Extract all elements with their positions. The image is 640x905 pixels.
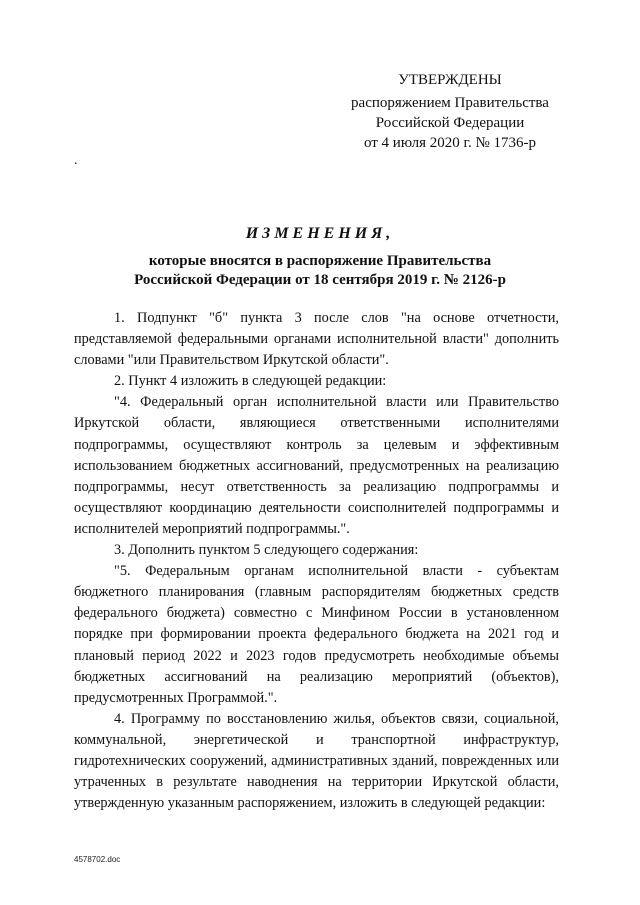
document-body (74, 308, 559, 814)
paragraph-2: 2. Пункт 4 изложить в следующей редакции: (114, 373, 387, 390)
paragraph-3: "4. Федеральный орган исполнительной власти или Правительство Иркутской области, являющиеся ответственными исполнителями подпрограммы, осуществляют контроль за целевым и эффективным использованием бюджетных ассигнований, предусмотренных на реализацию подпрограммы, несут ответственность за реализацию подпрограммы и осуществляют координацию деятельности соисполнителей подпрограммы и исполнителей мероприятий подпрограммы.". (74, 394, 559, 537)
document-subtitle (0, 252, 640, 290)
approval-line-3: от 4 июля 2020 г. № 1736-р (363, 135, 537, 151)
approval-block (345, 70, 555, 153)
subtitle-line-2: Российской Федерации от 18 сентября 2019 г. № 2126-р (134, 272, 506, 288)
paragraph-1: 1. Подпункт "б" пункта 3 после слов "на основе отчетности, представляемой федеральными органами исполнительной власти" дополнить словами "или Правительством Иркутской области". (74, 310, 559, 369)
stray-dot: . (74, 153, 78, 168)
approval-line-2: Российской Федерации (375, 115, 525, 131)
paragraph-4: 3. Дополнить пунктом 5 следующего содержания: (114, 542, 419, 559)
paragraph-5: "5. Федеральным органам исполнительной власти - субъектам бюджетного планирования (главным распорядителям бюджетных средств федерального бюджета) совместно с Минфином России в установленном порядке при формировании проекта федерального бюджета на 2021 год и плановый период 2022 и 2023 годов предусмотреть необходимые объемы бюджетных ассигнований на реализацию мероприятий (объектов), предусмотренных Программой.". (74, 563, 559, 706)
paragraph-6: 4. Программу по восстановлению жилья, объектов связи, социальной, коммунальной, энергетической и транспортной инфраструктур, гидротехнических сооружений, административных зданий, поврежденных или утраченных в результате наводнения на территории Иркутской области, утвержденную указанным распоряжением, изложить в следующей редакции: (74, 710, 559, 812)
approval-line-1: распоряжением Правительства (351, 95, 549, 111)
file-name-footer: 4578702.doc (74, 855, 121, 864)
subtitle-line-1: которые вносятся в распоряжение Правительства (148, 253, 492, 269)
document-title: ИЗМЕНЕНИЯ, (245, 225, 395, 242)
approved-label: УТВЕРЖДЕНЫ (398, 72, 502, 88)
